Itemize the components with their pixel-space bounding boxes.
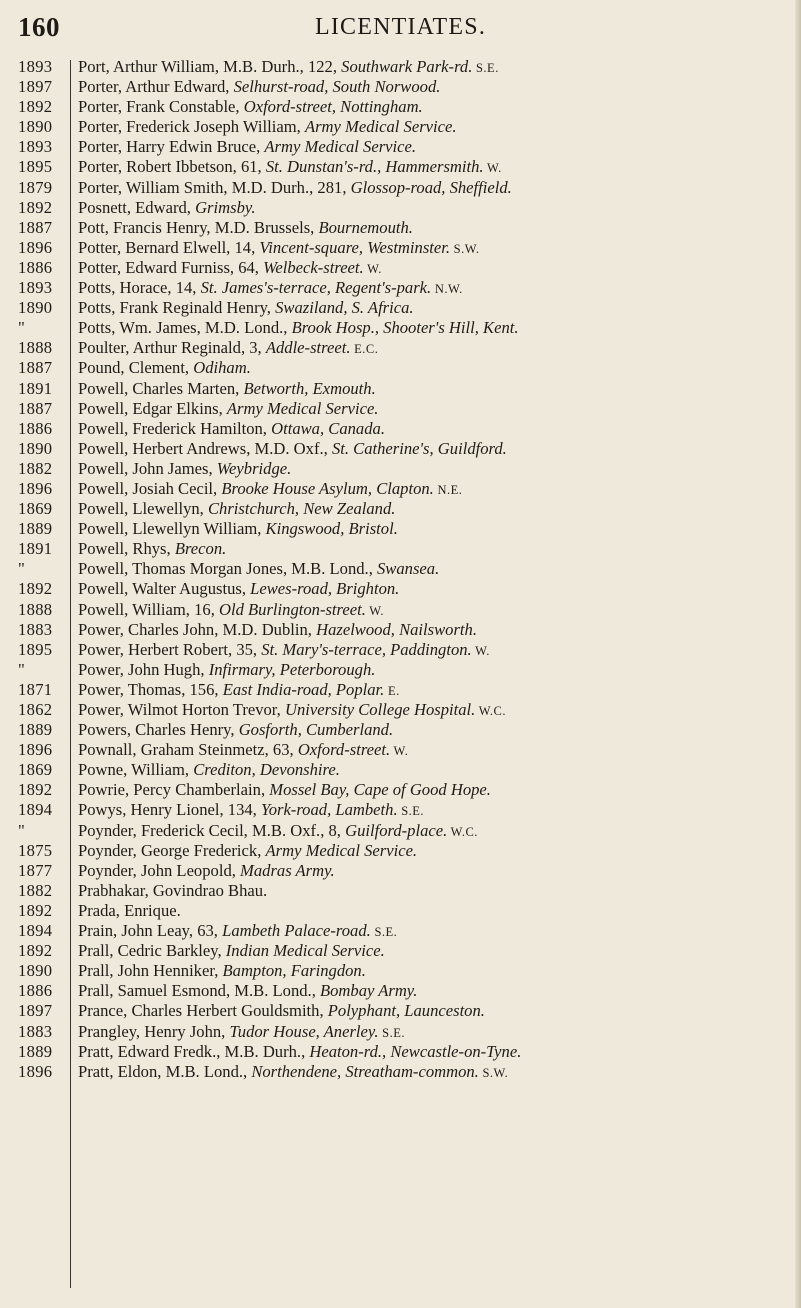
- entry-year: 1891: [18, 378, 53, 398]
- entry-text: [78, 137, 416, 158]
- page-number: 160: [18, 12, 60, 42]
- entry-name: Powne, William,: [78, 760, 194, 780]
- list-item: [0, 981, 801, 1001]
- entry-year: 1889: [18, 1041, 53, 1061]
- licentiate-list: [0, 57, 801, 1082]
- entry-district: W.: [363, 261, 382, 276]
- entry-place: Brook Hosp., Shooter's Hill, Kent.: [291, 318, 519, 338]
- entry-district: S.W.: [478, 1065, 509, 1080]
- entry-year: 1869: [18, 760, 53, 780]
- entry-name: Pott, Francis Henry, M.D. Brussels,: [78, 217, 319, 237]
- entry-name: Prall, John Henniker,: [78, 961, 223, 981]
- entry-place: Christchurch, New Zealand.: [207, 499, 396, 519]
- list-item: [0, 97, 801, 117]
- entry-district: W.: [483, 161, 502, 176]
- entry-place: Bampton, Faringdon.: [222, 961, 366, 981]
- entry-text: [78, 640, 490, 661]
- entry-place: Betworth, Exmouth.: [243, 378, 376, 398]
- list-item: [0, 760, 801, 780]
- list-item: [0, 539, 801, 559]
- list-item: [0, 901, 801, 921]
- entry-text: [78, 459, 291, 480]
- entry-place: York-road, Lambeth.: [260, 800, 398, 820]
- entry-name: Poynder, Frederick Cecil, M.B. Oxf., 8,: [78, 820, 346, 840]
- entry-place: Kingswood, Bristol.: [265, 519, 398, 539]
- list-item: [0, 238, 801, 258]
- entry-year: 1891: [18, 539, 53, 559]
- entry-text: [78, 439, 507, 460]
- list-item: [0, 338, 801, 358]
- entry-name: Porter, Frank Constable,: [78, 97, 244, 117]
- list-item: [0, 620, 801, 640]
- entry-place: Welbeck-street.: [263, 257, 364, 277]
- list-item: [0, 941, 801, 961]
- entry-year: 1889: [18, 720, 53, 740]
- entry-name: Pound, Clement,: [78, 358, 194, 378]
- list-item: [0, 740, 801, 760]
- entry-year: 1886: [18, 418, 53, 438]
- list-item: [0, 157, 801, 177]
- list-item: [0, 961, 801, 981]
- entry-name: Power, Herbert Robert, 35,: [78, 639, 262, 659]
- entry-name: Port, Arthur William, M.B. Durh., 122,: [78, 57, 342, 76]
- entry-year: ": [18, 559, 26, 579]
- entry-name: Powell, Llewellyn William,: [78, 519, 266, 539]
- entry-place: Vincent-square, Westminster.: [259, 237, 451, 257]
- entry-name: Powell, Llewellyn,: [78, 499, 208, 519]
- entry-place: Lambeth Palace-road.: [222, 921, 371, 941]
- entry-text: [78, 821, 478, 842]
- entry-year: 1875: [18, 840, 53, 860]
- entry-place: Hazelwood, Nailsworth.: [316, 619, 477, 639]
- entry-place: Army Medical Service.: [226, 398, 379, 418]
- list-item: [0, 1022, 801, 1042]
- list-item: [0, 821, 801, 841]
- list-item: [0, 479, 801, 499]
- entry-place: Infirmary, Peterborough.: [208, 659, 376, 679]
- entry-year: 1882: [18, 880, 53, 900]
- entry-year: 1887: [18, 358, 53, 378]
- entry-text: [78, 901, 181, 922]
- entry-place: University College Hospital.: [284, 700, 476, 719]
- entry-year: 1888: [18, 599, 53, 619]
- entry-name: Porter, Frederick Joseph William,: [78, 117, 305, 137]
- entry-place: Bombay Army.: [320, 981, 418, 1001]
- entry-text: [78, 861, 335, 882]
- entry-year: 1896: [18, 740, 53, 760]
- entry-place: St. Mary's-terrace, Paddington.: [261, 639, 472, 659]
- entry-district: E.: [384, 683, 400, 698]
- entry-name: Power, John Hugh,: [78, 659, 209, 679]
- entry-text: [78, 800, 424, 821]
- list-item: [0, 198, 801, 218]
- entry-name: Power, Thomas, 156,: [78, 679, 223, 699]
- entry-place: Selhurst-road, South Norwood.: [233, 77, 441, 97]
- page-edge: [795, 0, 801, 1308]
- entry-year: 1879: [18, 177, 53, 197]
- entry-text: [78, 720, 393, 741]
- entry-name: Powell, John James,: [78, 458, 217, 478]
- entry-name: Prangley, Henry John,: [78, 1021, 230, 1041]
- list-item: [0, 660, 801, 680]
- entry-text: [78, 921, 397, 942]
- entry-text: [78, 97, 423, 118]
- entry-name: Powell, Edgar Elkins,: [78, 398, 227, 418]
- entry-text: [78, 660, 375, 681]
- entry-district: S.E.: [378, 1025, 405, 1040]
- list-item: [0, 77, 801, 97]
- list-item: [0, 1001, 801, 1021]
- list-item: [0, 600, 801, 620]
- entry-place: Bournemouth.: [318, 217, 413, 237]
- entry-name: Porter, Arthur Edward,: [78, 77, 234, 97]
- list-item: [0, 921, 801, 941]
- entry-text: [78, 519, 398, 540]
- entry-name: Power, Wilmot Horton Trevor,: [78, 700, 285, 719]
- entry-year: 1892: [18, 197, 53, 217]
- entry-text: [78, 278, 463, 299]
- entry-name: Powell, Rhys,: [78, 539, 175, 559]
- entry-text: [78, 1062, 508, 1083]
- entry-name: Poynder, John Leopold,: [78, 860, 241, 880]
- entry-place: Lewes-road, Brighton.: [250, 579, 400, 599]
- entry-district: N.E.: [433, 482, 463, 497]
- list-item: [0, 700, 801, 720]
- entry-name: Prall, Cedric Barkley,: [78, 941, 226, 961]
- entry-text: [78, 77, 440, 98]
- entry-year: ": [18, 820, 26, 840]
- entry-name: Powell, Herbert Andrews, M.D. Oxf.,: [78, 438, 332, 458]
- entry-place: Grimsby.: [195, 197, 256, 217]
- entry-text: [78, 399, 378, 420]
- entry-year: ": [18, 318, 26, 338]
- list-item: [0, 680, 801, 700]
- entry-text: [78, 780, 491, 801]
- entry-place: Brecon.: [174, 539, 227, 559]
- list-item: [0, 559, 801, 579]
- list-item: [0, 137, 801, 157]
- list-item: [0, 258, 801, 278]
- entry-year: 1882: [18, 458, 53, 478]
- entry-district: W.C.: [447, 824, 478, 839]
- entry-place: Army Medical Service.: [304, 117, 457, 137]
- entry-year: 1893: [18, 57, 53, 76]
- page-title: LICENTIATES.: [314, 14, 487, 40]
- entry-text: [78, 760, 340, 781]
- entry-place: Guilford-place.: [345, 820, 448, 840]
- entry-text: [78, 419, 385, 440]
- entry-name: Posnett, Edward,: [78, 197, 196, 217]
- entry-year: 1892: [18, 579, 53, 599]
- list-item: [0, 881, 801, 901]
- entry-name: Porter, Harry Edwin Bruce,: [78, 137, 265, 157]
- list-item: [0, 439, 801, 459]
- entry-text: [78, 479, 462, 500]
- entry-year: 1895: [18, 639, 53, 659]
- entry-year: 1896: [18, 1061, 53, 1081]
- entry-name: Powell, Thomas Morgan Jones, M.B. Lond.,: [78, 559, 377, 579]
- entry-text: [78, 258, 382, 279]
- list-item: [0, 800, 801, 820]
- entry-text: [78, 881, 267, 902]
- entry-year: 1887: [18, 217, 53, 237]
- entry-name: Potter, Edward Furniss, 64,: [78, 257, 264, 277]
- entry-year: 1883: [18, 1021, 53, 1041]
- entry-year: 1897: [18, 77, 53, 97]
- entry-year: 1893: [18, 137, 53, 157]
- entry-place: Brooke House Asylum, Clapton.: [221, 478, 434, 498]
- entry-district: S.E.: [472, 61, 499, 75]
- entry-place: Tudor House, Anerley.: [229, 1021, 379, 1041]
- entry-year: 1892: [18, 97, 53, 117]
- entry-text: [78, 841, 417, 862]
- entry-text: [78, 941, 385, 962]
- entry-text: [78, 539, 226, 560]
- entry-place: Old Burlington-street.: [219, 599, 366, 619]
- entry-year: 1890: [18, 961, 53, 981]
- entry-name: Powell, Walter Augustus,: [78, 579, 251, 599]
- entry-place: Gosforth, Cumberland.: [238, 720, 394, 740]
- entry-name: Porter, William Smith, M.D. Durh., 281,: [78, 177, 351, 197]
- entry-place: Army Medical Service.: [265, 840, 418, 860]
- list-item: [0, 419, 801, 439]
- entry-name: Powys, Henry Lionel, 134,: [78, 800, 261, 820]
- entry-place: Weybridge.: [216, 458, 292, 478]
- entry-district: W.: [390, 744, 409, 759]
- entry-text: [78, 298, 414, 319]
- entry-text: [78, 680, 400, 701]
- entry-name: Pratt, Edward Fredk., M.B. Durh.,: [78, 1041, 310, 1061]
- entry-text: [78, 740, 408, 761]
- list-item: [0, 1042, 801, 1062]
- entry-name: Prada, Enrique.: [78, 900, 181, 920]
- entry-place: Polyphant, Launceston.: [327, 1001, 485, 1021]
- entry-district: S.E.: [370, 925, 398, 940]
- entry-text: [78, 178, 512, 199]
- entry-year: 1895: [18, 157, 53, 177]
- entry-text: [78, 579, 399, 600]
- entry-year: 1894: [18, 921, 53, 941]
- entry-year: 1888: [18, 338, 53, 358]
- list-item: [0, 358, 801, 378]
- entry-place: St. Catherine's, Guildford.: [331, 438, 507, 458]
- entry-text: [78, 700, 506, 721]
- entry-place: Addle-street.: [265, 338, 351, 358]
- entry-year: 1883: [18, 619, 53, 639]
- entry-district: W.C.: [475, 704, 506, 718]
- entry-name: Power, Charles John, M.D. Dublin,: [78, 619, 317, 639]
- entry-name: Porter, Robert Ibbetson, 61,: [78, 157, 266, 177]
- entry-year: 1890: [18, 438, 53, 458]
- entry-year: 1890: [18, 298, 53, 318]
- entry-year: 1896: [18, 237, 53, 257]
- entry-year: 1887: [18, 398, 53, 418]
- entry-year: 1894: [18, 800, 53, 820]
- entry-text: [78, 238, 480, 259]
- entry-name: Poulter, Arthur Reginald, 3,: [78, 338, 266, 358]
- list-item: [0, 178, 801, 198]
- list-item: [0, 318, 801, 338]
- list-item: [0, 57, 801, 77]
- page-header: [18, 12, 783, 48]
- entry-district: W.: [365, 603, 385, 618]
- entry-year: 1886: [18, 257, 53, 277]
- entry-text: [78, 198, 255, 219]
- entry-year: 1892: [18, 941, 53, 961]
- entry-year: 1862: [18, 700, 53, 719]
- entry-name: Pratt, Eldon, M.B. Lond.,: [78, 1061, 252, 1081]
- entry-year: 1892: [18, 900, 53, 920]
- entry-district: W.: [471, 643, 490, 658]
- entry-name: Powell, William, 16,: [78, 599, 219, 619]
- entry-name: Pownall, Graham Steinmetz, 63,: [78, 740, 298, 760]
- entry-place: Northendene, Streatham-common.: [251, 1061, 479, 1081]
- entry-year: 1886: [18, 981, 53, 1001]
- entry-name: Powell, Josiah Cecil,: [78, 478, 222, 498]
- list-item: [0, 117, 801, 137]
- list-item: [0, 519, 801, 539]
- entry-place: Swaziland, S. Africa.: [275, 298, 414, 318]
- entry-place: Madras Army.: [240, 860, 335, 880]
- entry-name: Potter, Bernard Elwell, 14,: [78, 237, 260, 257]
- list-item: [0, 399, 801, 419]
- entry-place: St. Dunstan's-rd., Hammersmith.: [265, 157, 484, 177]
- entry-text: [78, 981, 417, 1002]
- list-item: [0, 298, 801, 318]
- list-item: [0, 841, 801, 861]
- list-item: [0, 861, 801, 881]
- entry-district: E.C.: [350, 342, 379, 357]
- entry-name: Potts, Frank Reginald Henry,: [78, 298, 276, 318]
- entry-text: [78, 318, 519, 339]
- entry-text: [78, 338, 378, 359]
- entry-place: Swansea.: [377, 559, 440, 579]
- entry-name: Powrie, Percy Chamberlain,: [78, 780, 270, 800]
- entry-text: [78, 1001, 485, 1022]
- entry-place: Southwark Park-rd.: [341, 57, 473, 76]
- list-item: [0, 218, 801, 238]
- entry-text: [78, 1042, 521, 1063]
- entry-year: 1892: [18, 780, 53, 800]
- entry-place: Mossel Bay, Cape of Good Hope.: [269, 780, 491, 800]
- entry-text: [78, 117, 457, 138]
- list-item: [0, 780, 801, 800]
- list-item: [0, 1062, 801, 1082]
- entry-text: [78, 218, 413, 239]
- list-item: [0, 720, 801, 740]
- entry-text: [78, 57, 499, 78]
- entry-text: [78, 620, 477, 641]
- entry-year: 1869: [18, 499, 53, 519]
- entry-place: Oxford-street.: [297, 740, 391, 760]
- entry-place: Heaton-rd., Newcastle-on-Tyne.: [309, 1041, 522, 1061]
- entry-text: [78, 559, 439, 580]
- entry-text: [78, 379, 376, 400]
- entry-name: Prall, Samuel Esmond, M.B. Lond.,: [78, 981, 320, 1001]
- list-item: [0, 579, 801, 599]
- entry-place: East India-road, Poplar.: [222, 679, 385, 699]
- list-item: [0, 640, 801, 660]
- entry-year: ": [18, 659, 26, 679]
- entry-district: S.W.: [450, 241, 480, 256]
- entry-year: 1889: [18, 519, 53, 539]
- list-item: [0, 499, 801, 519]
- list-item: [0, 379, 801, 399]
- entry-year: 1893: [18, 278, 53, 298]
- list-item: [0, 278, 801, 298]
- entry-name: Powers, Charles Henry,: [78, 720, 239, 740]
- entry-name: Prance, Charles Herbert Gouldsmith,: [78, 1001, 328, 1021]
- entry-district: S.E.: [397, 804, 425, 819]
- entry-text: [78, 499, 395, 520]
- entry-place: St. James's-terrace, Regent's-park.: [200, 278, 432, 298]
- entry-place: Oxford-street, Nottingham.: [243, 97, 423, 117]
- entry-text: [78, 961, 366, 982]
- entry-name: Potts, Horace, 14,: [78, 278, 201, 298]
- entry-name: Powell, Frederick Hamilton,: [78, 418, 272, 438]
- entry-name: Poynder, George Frederick,: [78, 840, 266, 860]
- entry-place: Odiham.: [193, 358, 251, 378]
- entry-name: Potts, Wm. James, M.D. Lond.,: [78, 318, 292, 338]
- entry-place: Crediton, Devonshire.: [193, 760, 340, 780]
- entry-place: Ottawa, Canada.: [271, 418, 385, 438]
- entry-district: N.W.: [431, 282, 463, 297]
- entry-place: Army Medical Service.: [264, 137, 417, 157]
- entry-text: [78, 600, 384, 621]
- entry-year: 1877: [18, 860, 53, 880]
- entry-year: 1897: [18, 1001, 53, 1021]
- entry-year: 1890: [18, 117, 53, 137]
- entry-text: [78, 1022, 405, 1043]
- entry-name: Prain, John Leay, 63,: [78, 921, 223, 941]
- entry-year: 1896: [18, 478, 53, 498]
- entry-place: Glossop-road, Sheffield.: [350, 177, 512, 197]
- entry-name: Powell, Charles Marten,: [78, 378, 244, 398]
- entry-text: [78, 157, 502, 178]
- entry-place: Indian Medical Service.: [225, 941, 385, 961]
- list-item: [0, 459, 801, 479]
- entry-text: [78, 358, 251, 379]
- entry-name: Prabhakar, Govindrao Bhau.: [78, 880, 268, 900]
- entry-year: 1871: [18, 679, 53, 699]
